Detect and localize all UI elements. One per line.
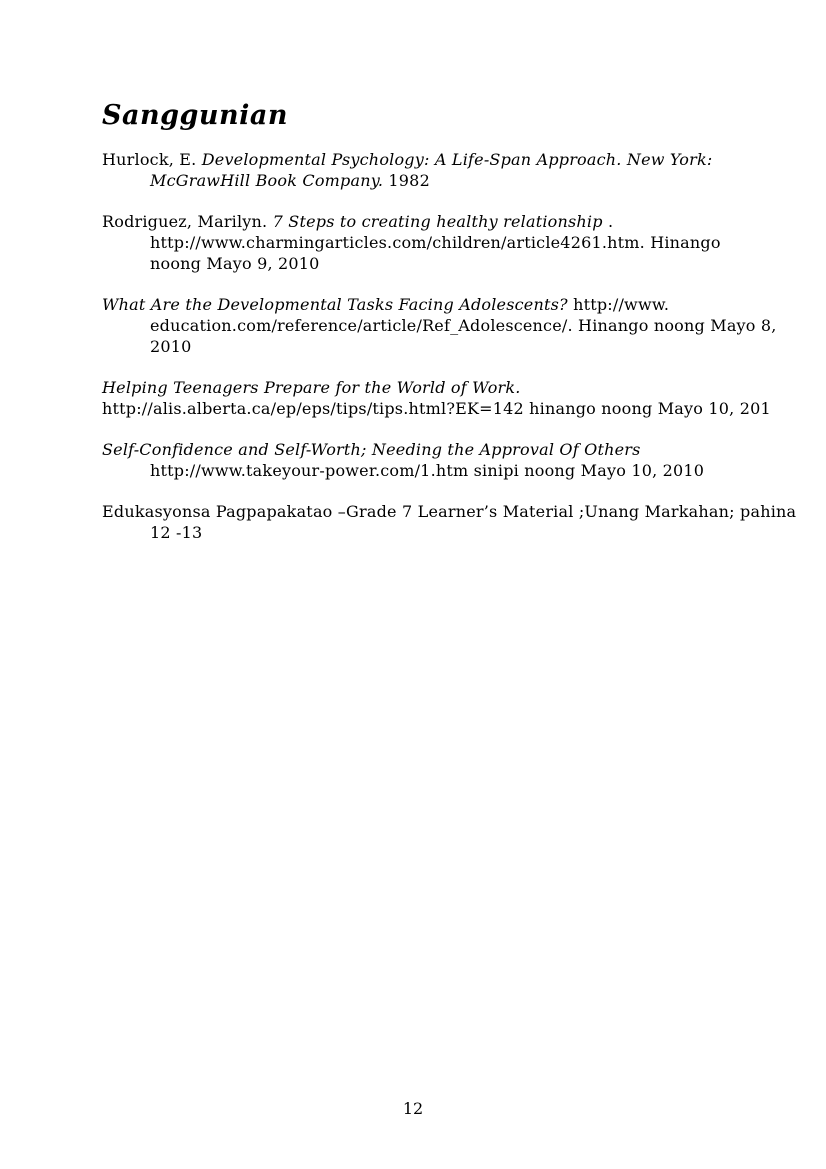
reference-text-segment: http://alis.alberta.ca/ep/eps/tips/tips.html?EK=142 hinango noong Mayo 10, 201: [102, 399, 771, 418]
reference-text-segment: What Are the Developmental Tasks Facing Adolescents?: [102, 295, 568, 314]
reference-line: [102, 170, 750, 191]
reference-entry: [102, 211, 750, 274]
reference-text-segment: Hurlock, E.: [102, 150, 202, 169]
reference-entry: [102, 501, 797, 543]
reference-line: [102, 315, 777, 336]
reference-text-segment: 12 -13: [150, 523, 203, 542]
reference-line: [102, 501, 797, 522]
reference-text-segment: 7 Steps to creating healthy relationship: [272, 212, 603, 231]
page-number: 12: [402, 1099, 424, 1118]
reference-entry: [102, 439, 750, 481]
reference-text-segment: noong Mayo 9, 2010: [150, 254, 320, 273]
reference-text-segment: http://www.takeyour-power.com/1.htm sinipi noong Mayo 10, 2010: [150, 461, 705, 480]
reference-line: [102, 398, 771, 419]
reference-line: [102, 294, 750, 315]
reference-text-segment: Helping Teenagers Prepare for the World of Work.: [102, 378, 521, 397]
reference-text-segment: Edukasyonsa Pagpapakatao –Grade 7 Learner’s Material ;Unang Markahan; pahina: [102, 502, 797, 521]
reference-line: [102, 253, 750, 274]
reference-text-segment: Self-Confidence and Self-Worth; Needing the Approval Of Others: [102, 440, 641, 459]
reference-text-segment: 1982: [383, 171, 430, 190]
reference-line: [102, 232, 750, 253]
reference-text-segment: http://www.: [567, 295, 670, 314]
reference-list: [102, 149, 797, 543]
reference-entry: [102, 149, 750, 191]
reference-line: [102, 149, 750, 170]
page-content: [102, 100, 797, 563]
reference-line: [102, 522, 750, 543]
reference-text-segment: 2010: [150, 337, 192, 356]
reference-entry: [102, 377, 771, 419]
reference-text-segment: .: [602, 212, 614, 231]
reference-line: [102, 439, 750, 460]
reference-text-segment: http://www.charmingarticles.com/children/article4261.htm. Hinango: [150, 233, 721, 252]
reference-text-segment: education.com/reference/article/Ref_Adolescence/. Hinango noong Mayo 8,: [150, 316, 777, 335]
reference-text-segment: Rodriguez, Marilyn.: [102, 212, 273, 231]
reference-line: [102, 211, 750, 232]
reference-text-segment: McGrawHill Book Company.: [150, 171, 384, 190]
reference-entry: [102, 294, 777, 357]
reference-text-segment: Developmental Psychology: A Life-Span Approach. New York:: [201, 150, 713, 169]
page-title: Sanggunian: [102, 100, 289, 131]
reference-line: [102, 336, 750, 357]
reference-line: [102, 377, 750, 398]
reference-line: [102, 460, 750, 481]
